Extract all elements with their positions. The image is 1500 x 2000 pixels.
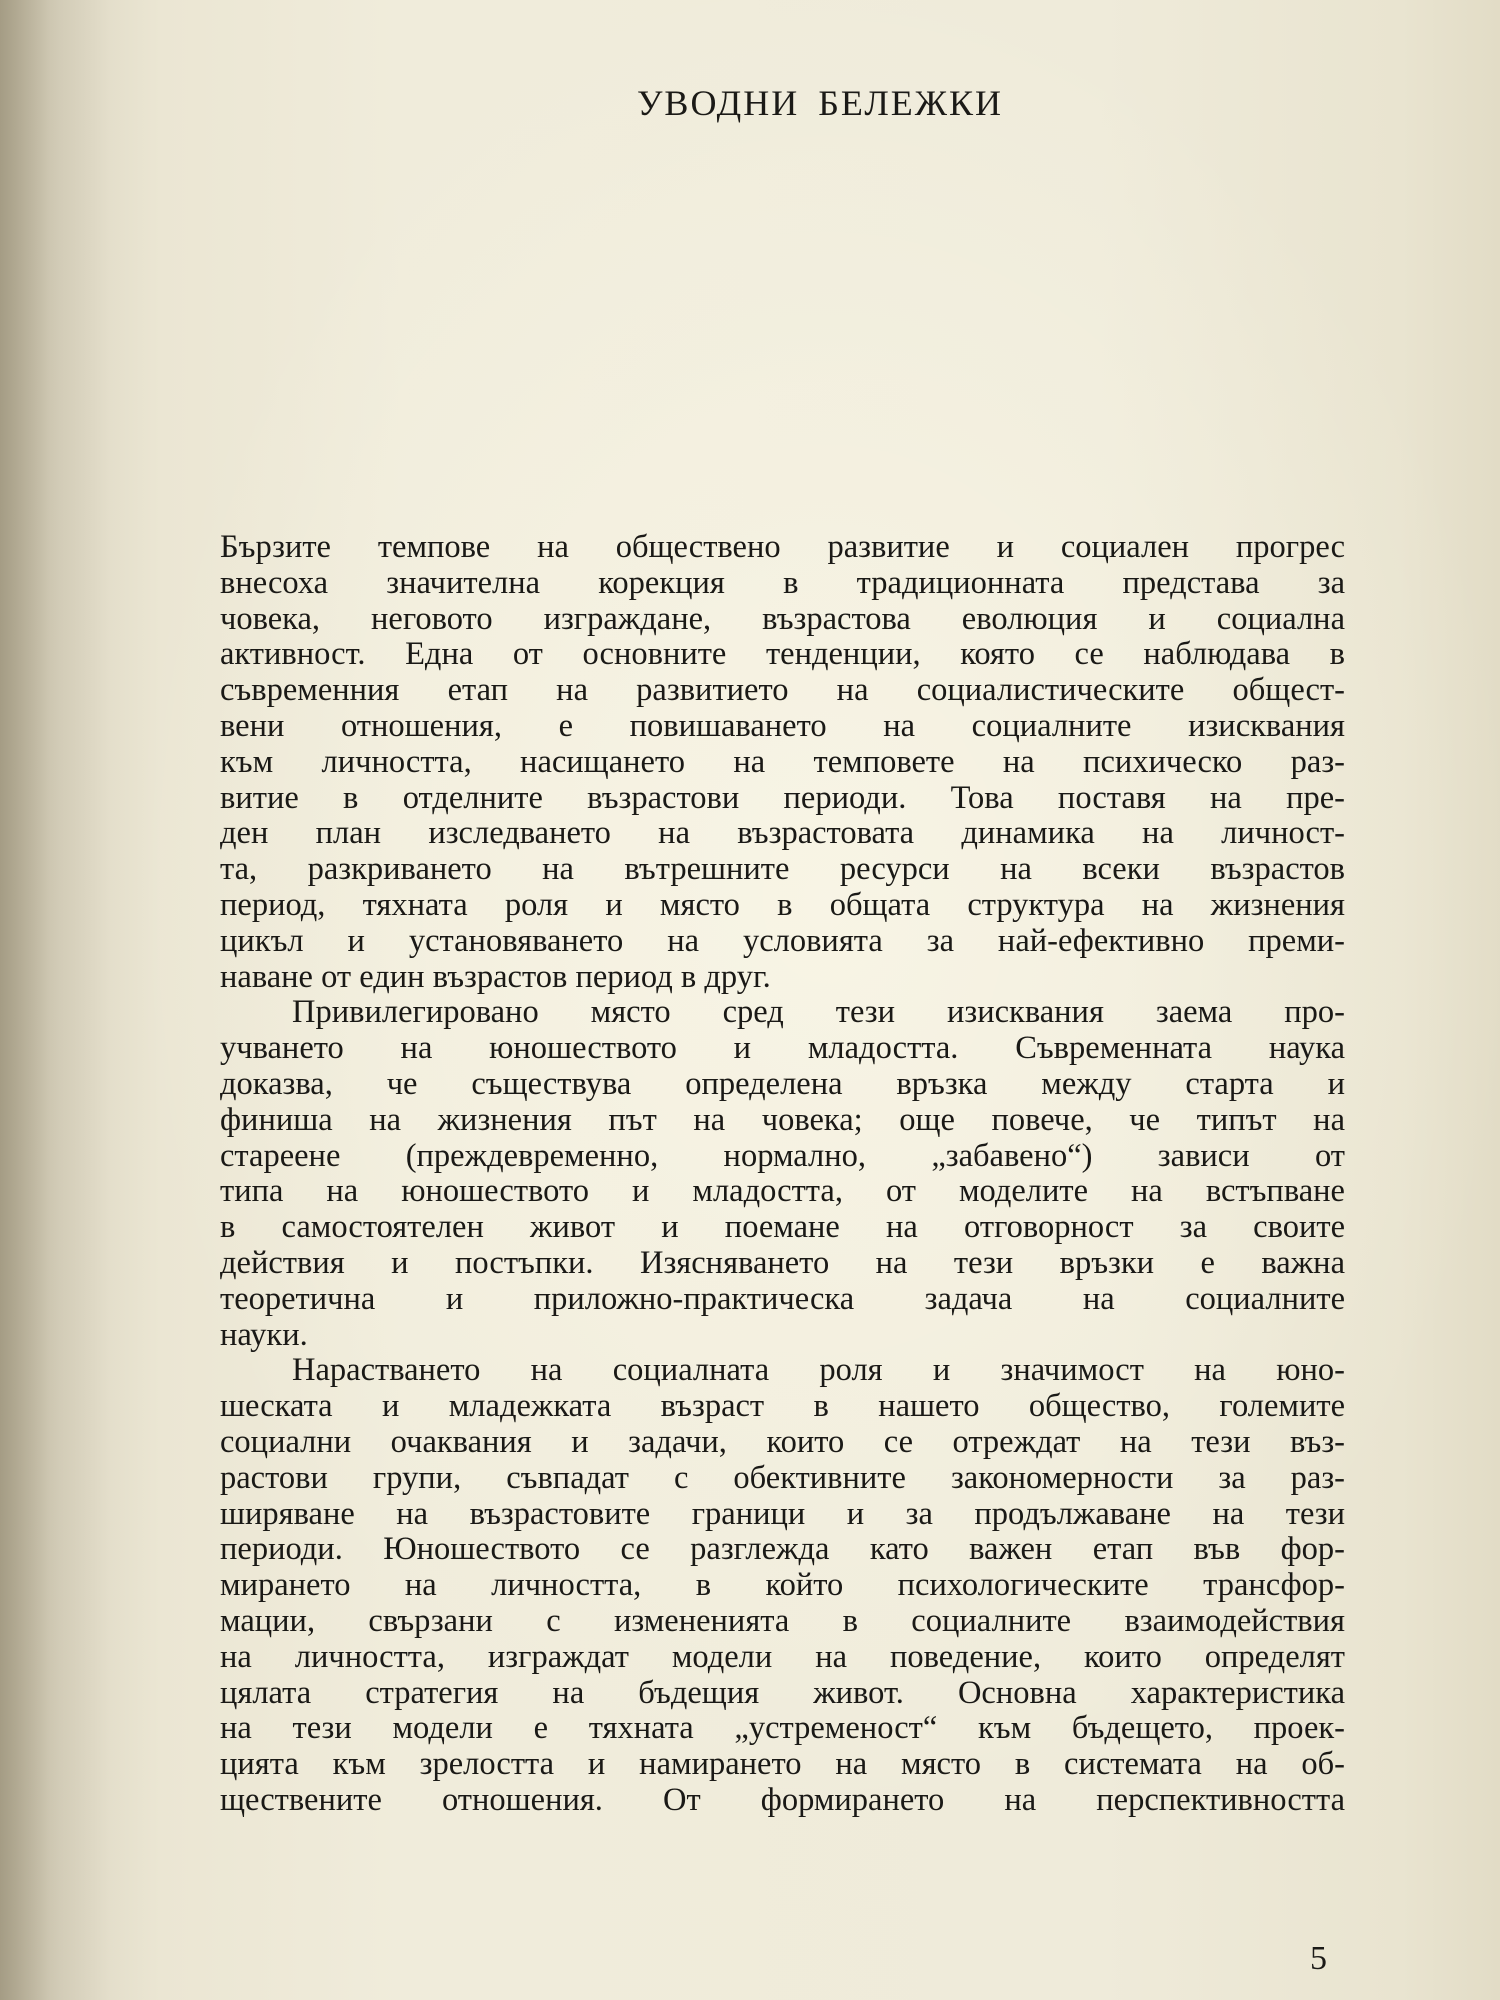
text-line: Бързите темпове на обществено развитие и социален прогрес [220,529,1345,565]
text-line: финиша на жизнения път на човека; още повече, че типът на [220,1101,1345,1138]
text-line: витие в отделните възрастови периоди. Това поставя на пре- [220,779,1345,816]
text-line: типа на юношеството и младостта, от моделите на встъпване [220,1173,1345,1210]
text-line: периоди. Юношеството се разглежда като важен етап във фор- [220,1531,1345,1568]
text-line: социални очаквания и задачи, които се отреждат на тези въз- [220,1423,1345,1460]
text-line: внесоха значителна корекция в традиционната представа за [220,564,1345,601]
text-line: наване от един възрастов период в друг. [220,958,771,995]
text-line: на тези модели е тяхната „устременост“ към бъдещето, проек- [220,1710,1345,1747]
text-line: в самостоятелен живот и поемане на отговорност за своите [220,1209,1345,1246]
text-line: растови групи, съвпадат с обективните закономерности за раз- [220,1459,1345,1496]
text-line: период, тяхната роля и място в общата структура на жизнения [220,886,1345,923]
text-line: Нарастването на социалната роля и значимост на юно- [292,1352,1345,1389]
text-line: на личността, изграждат модели на поведение, които определят [220,1638,1345,1675]
text-line: Привилегировано място сред тези изисквания заема про- [292,994,1345,1031]
text-line: мации, свързани с измененията в социалните взаимодействия [220,1602,1345,1639]
text-line: ществените отношения. От формирането на перспективността [220,1781,1345,1818]
text-line: цията към зрелостта и намирането на място в системата на об- [220,1746,1345,1783]
text-line: теоретична и приложно-практическа задача на социалните [220,1280,1345,1317]
text-line: към личността, насищането на темповете на психическо раз- [220,743,1345,780]
text-line: цикъл и установяването на условията за най-ефективно преми- [220,922,1345,959]
text-line: учването на юношеството и младостта. Съвременната наука [220,1030,1345,1067]
page-title: УВОДНИ БЕЛЕЖКИ [636,83,1004,123]
body-text [220,530,1345,1819]
page-number: 5 [1310,1940,1327,1977]
text-line: цялата стратегия на бъдещия живот. Основна характеристика [220,1674,1345,1711]
text-line: та, разкриването на вътрешните ресурси на всеки възрастов [220,851,1345,888]
text-line: ден план изследването на възрастовата динамика на личност- [220,815,1345,852]
text-line: човека, неговото изграждане, възрастова еволюция и социална [220,600,1345,637]
book-gutter-shadow [0,0,110,2000]
text-line: шеската и младежката възраст в нашето общество, големите [220,1388,1345,1425]
text-line: стареене (преждевременно, нормално, „забавено“) зависи от [220,1137,1345,1174]
text-line: вени отношения, е повишаването на социалните изисквания [220,707,1345,744]
text-line: доказва, че съществува определена връзка между старта и [220,1065,1345,1102]
text-line: действия и постъпки. Изясняването на тези връзки е важна [220,1244,1345,1281]
text-line: активност. Една от основните тенденции, която се наблюдава в [220,636,1345,673]
text-line: науки. [220,1316,308,1353]
text-line: мирането на личността, в който психологическите трансфор- [220,1567,1345,1604]
text-line: ширяване на възрастовите граници и за продължаване на тези [220,1495,1345,1532]
text-line: съвременния етап на развитието на социалистическите общест- [220,672,1345,709]
